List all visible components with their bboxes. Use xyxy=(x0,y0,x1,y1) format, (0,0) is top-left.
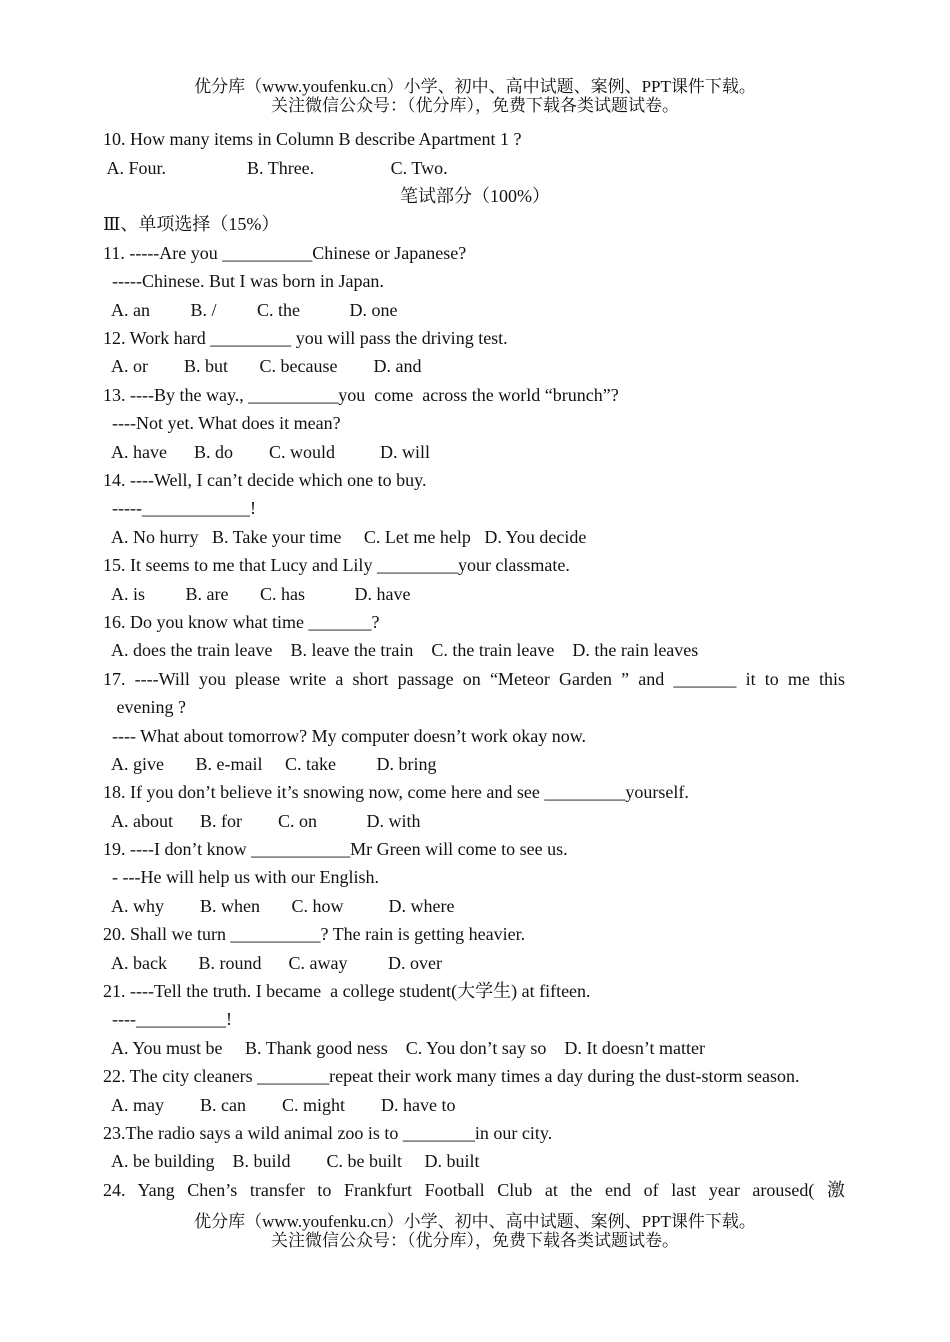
footer-line-1: 优分库（www.youfenku.cn）小学、初中、高中试题、案例、PPT课件下载。 xyxy=(194,1212,756,1231)
question-20: 20. Shall we turn __________? The rain is getting heavier. xyxy=(103,924,526,944)
question-12-options: A. or B. but C. because D. and xyxy=(103,356,422,376)
question-21-options: A. You must be B. Thank good ness C. You don’t say so D. It doesn’t matter xyxy=(103,1038,706,1058)
question-17-options: A. give B. e-mail C. take D. bring xyxy=(103,754,437,774)
page-footer xyxy=(0,1212,950,1250)
question-19-dialogue: - ---He will help us with our English. xyxy=(103,867,379,887)
question-20-options: A. back B. round C. away D. over xyxy=(103,953,442,973)
question-22-options: A. may B. can C. might D. have to xyxy=(103,1095,456,1115)
question-13-options: A. have B. do C. would D. will xyxy=(103,442,430,462)
question-17-dialogue: ---- What about tomorrow? My computer doesn’t work okay now. xyxy=(103,726,587,746)
section-title-written: 笔试部分（100%） xyxy=(400,186,550,206)
question-22: 22. The city cleaners ________repeat their work many times a day during the dust-storm season. xyxy=(103,1066,800,1086)
question-14-dialogue: -----____________! xyxy=(103,498,256,518)
question-17: 17. ----Will you please write a short passage on “Meteor Garden ” and _______ it to me this xyxy=(103,669,845,689)
question-16-options: A. does the train leave B. leave the train C. the train leave D. the rain leaves xyxy=(103,640,699,660)
question-10-options: A. Four. B. Three. C. Two. xyxy=(103,158,448,178)
question-14: 14. ----Well, I can’t decide which one to buy. xyxy=(103,470,427,490)
question-21: 21. ----Tell the truth. I became a college student(大学生) at fifteen. xyxy=(103,981,591,1001)
question-11-options: A. an B. / C. the D. one xyxy=(103,300,398,320)
question-19: 19. ----I don’t know ___________Mr Green will come to see us. xyxy=(103,839,568,859)
question-15-options: A. is B. are C. has D. have xyxy=(103,584,411,604)
question-17-continued: evening ? xyxy=(103,697,186,717)
question-23-options: A. be building B. build C. be built D. built xyxy=(103,1151,480,1171)
question-16: 16. Do you know what time _______? xyxy=(103,612,380,632)
question-14-options: A. No hurry B. Take your time C. Let me help D. You decide xyxy=(103,527,587,547)
question-18: 18. If you don’t believe it’s snowing now, come here and see _________yourself. xyxy=(103,782,689,802)
question-21-dialogue: ----__________! xyxy=(103,1009,232,1029)
footer-line-2: 关注微信公众号：（优分库），免费下载各类试题试卷。 xyxy=(271,1231,679,1250)
question-15: 15. It seems to me that Lucy and Lily _________your classmate. xyxy=(103,555,570,575)
question-23: 23.The radio says a wild animal zoo is to ________in our city. xyxy=(103,1123,553,1143)
question-12: 12. Work hard _________ you will pass the driving test. xyxy=(103,328,508,348)
question-13: 13. ----By the way., __________you come across the world “brunch”? xyxy=(103,385,619,405)
question-19-options: A. why B. when C. how D. where xyxy=(103,896,455,916)
question-24: 24. Yang Chen’s transfer to Frankfurt Football Club at the end of last year aroused( 激 xyxy=(103,1180,845,1200)
question-10: 10. How many items in Column B describe Apartment 1 ? xyxy=(103,129,522,149)
question-18-options: A. about B. for C. on D. with xyxy=(103,811,421,831)
header-line-1: 优分库（www.youfenku.cn）小学、初中、高中试题、案例、PPT课件下载。 xyxy=(194,77,756,96)
section-heading-single-choice: Ⅲ、单项选择（15%） xyxy=(103,214,280,234)
question-11-dialogue: -----Chinese. But I was born in Japan. xyxy=(103,271,384,291)
question-11: 11. -----Are you __________Chinese or Japanese? xyxy=(103,243,467,263)
header-line-2: 关注微信公众号：（优分库），免费下载各类试题试卷。 xyxy=(271,96,679,115)
question-13-dialogue: ----Not yet. What does it mean? xyxy=(103,413,341,433)
